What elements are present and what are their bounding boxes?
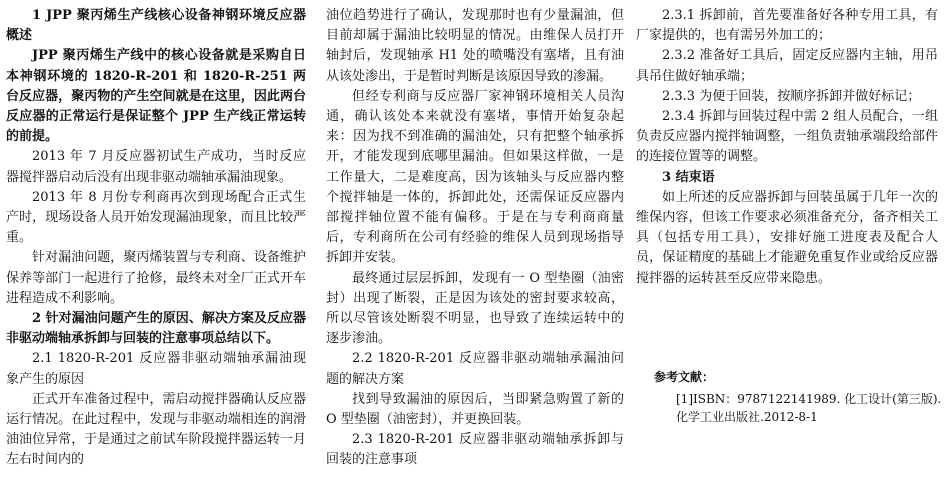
step-2-3-1: 2.3.1 拆卸前，首先要准备好各种专用工具，有厂家提供的，也有需另外加工的；	[636, 8, 938, 44]
paragraph-o-ring-finding: 最终通过层层拆卸，发现有一 O 型垫圈（油密封）出现了断裂，正是因为该处的密封要求较高，所以尽管该处断裂不明显，也导致了连续运转中的逐步渗油。	[326, 270, 624, 347]
reference-item: [1]ISBN：9787122141989. 化工设计(第三版). 化学工业出版社.2012-8-1	[676, 392, 942, 424]
paragraph-conclusion: 如上所述的反应器拆卸与回装虽属于几年一次的维保内容，但该工作要求必须准备充分，备齐相关工具（包括专用工具），安排好施工进度表及配合人员，保证精度的基础上才能避免重复作业或给反应器搅拌器的运转甚至反应带来隐患。	[636, 189, 938, 286]
references	[636, 368, 942, 426]
paragraph-cause-continued: 油位趋势进行了确认，发现那时也有少量漏油，但目前却属于漏油比较明显的情况。由维保人员打开轴封后，发现轴承 H1 处的喷嘴没有塞堵，且有油从该处渗出，于是暂时判断是该原因导致的渗漏。	[326, 8, 624, 84]
paragraph-production-2013-08: 2013 年 8 月份专利商再次到现场配合正式生产时，现场设备人员开始发现漏油现象，而且比较严重。	[6, 189, 306, 246]
references-title: 参考文献：	[654, 370, 715, 384]
column-right	[636, 6, 938, 289]
paragraph-trial-2013-07: 2013 年 7 月反应器初试生产成功，当时反应器搅拌器启动后没有出现非驱动端轴承漏油现象。	[6, 149, 306, 185]
paragraph-emergency-repair: 针对漏油问题，聚丙烯装置与专利商、设备维护保养等部门一起进行了抢修，最终未对全厂正式开车进程造成不利影响。	[6, 250, 306, 306]
column-middle	[326, 6, 624, 471]
column-left	[6, 6, 306, 471]
section-3-heading: 3 结束语	[662, 169, 715, 185]
subsection-2-3-heading: 2.3 1820-R-201 反应器非驱动端轴承拆卸与回装的注意事项	[326, 432, 624, 468]
paragraph-reactor-overview: JPP 聚丙烯生产线中的核心设备就是采购自日本神钢环境的 1820-R-201 和 1820-R-251 两台反应器，聚丙物的产生空间就是在这里，因此两台反应器的正常运行是保证整个 JPP 生产线正常运转的前提。	[6, 48, 306, 145]
subsection-2-1-heading: 2.1 1820-R-201 反应器非驱动端轴承漏油现象产生的原因	[6, 351, 306, 387]
section-2-heading: 2 针对漏油问题产生的原因、解决方案及反应器非驱动端轴承拆卸与回装的注意事项总结以下。	[6, 311, 306, 347]
step-2-3-4: 2.3.4 拆卸与回装过程中需 2 组人员配合，一组负责反应器内搅拌轴调整，一组负责轴承端段给部件的连接位置等的调整。	[636, 109, 938, 165]
section-1-heading: 1 JPP 聚丙烯生产线核心设备神钢环境反应器概述	[6, 8, 306, 44]
paragraph-solution: 找到导致漏油的原因后，当即紧急购置了新的 O 型垫圈（油密封），并更换回装。	[326, 391, 624, 428]
paragraph-cause-start: 正式开车准备过程中，需启动搅拌器确认反应器运行情况。在此过程中，发现与非驱动端相连的润滑油油位异常，于是通过之前试车阶段搅拌器运转一月左右时间内的	[6, 391, 306, 468]
subsection-2-2-heading: 2.2 1820-R-201 反应器非驱动端轴承漏油问题的解决方案	[326, 351, 624, 387]
step-2-3-2: 2.3.2 准备好工具后，固定反应器内主轴，用吊具吊住做好轴承端；	[636, 48, 938, 84]
step-2-3-3: 2.3.3 为便于回装，按顺序拆卸并做好标记；	[662, 88, 921, 104]
paragraph-communication: 但经专利商与反应器厂家神钢环境相关人员沟通，确认该处本来就没有塞堵，事情开始复杂起来：因为找不到准确的漏油处，只有把整个轴承拆开，才能发现到底哪里漏油。但如果这样做，一是工作量大，二是难度高，因为该轴头与反应器内整个搅拌轴是一体的，拆卸此处，还需保证反应器内部搅拌轴位置不能有偏移。于是在与专利商商量后，专利商所在公司有经验的维保人员到现场指导拆卸并安装。	[326, 88, 624, 266]
